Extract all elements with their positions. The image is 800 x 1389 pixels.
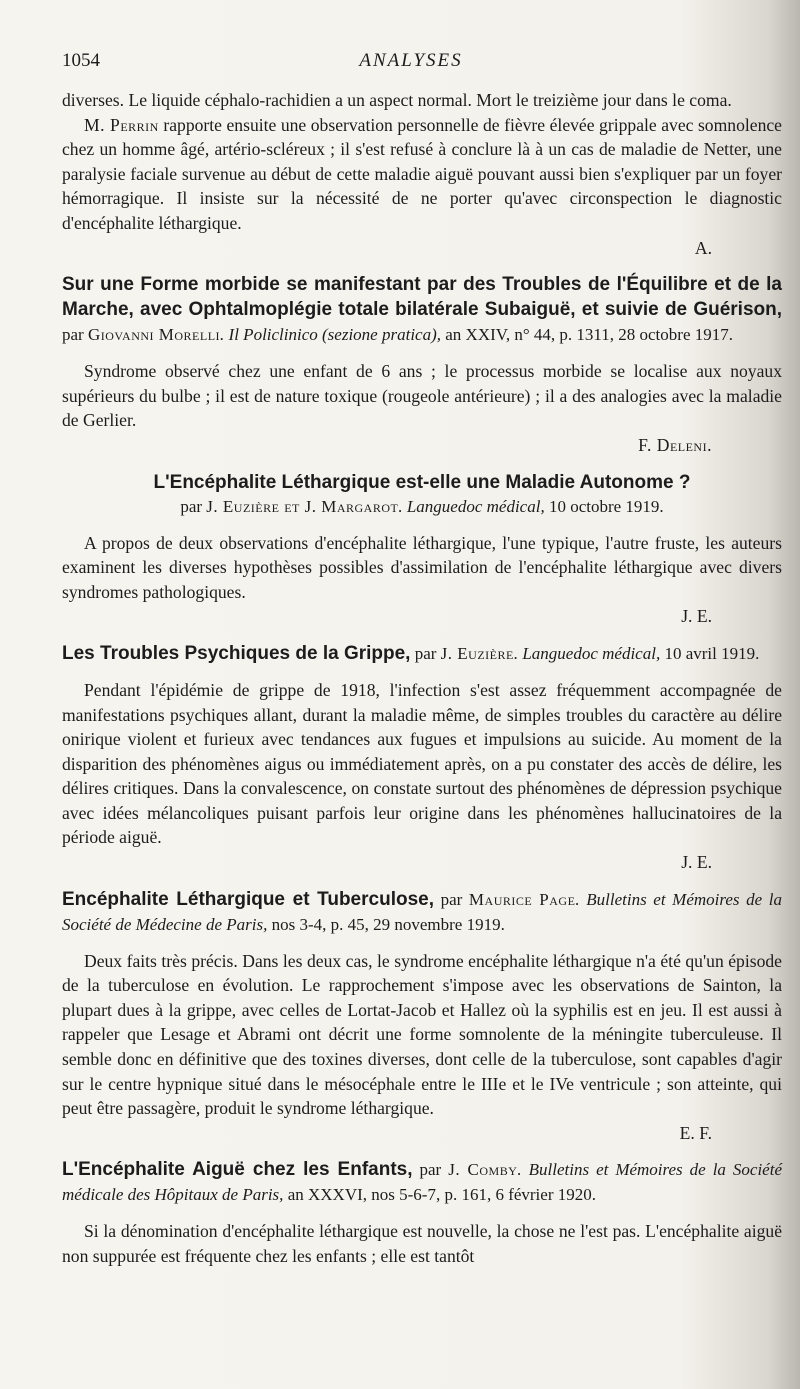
article-journal: . Languedoc médical,: [398, 496, 545, 516]
intro-paragraph-2: [62, 113, 782, 236]
page-header: [62, 50, 760, 74]
article-title: [62, 1157, 782, 1207]
signature-line: [62, 236, 782, 261]
page-number: 1054: [62, 50, 100, 71]
article: [62, 272, 782, 457]
page-content: [62, 88, 782, 1269]
article-title-text: Sur une Forme morbide se manifestant par des Troubles de l'Équilibre et de la Marche, avec Ophtalmoplégie totale bilatérale Subaiguë, et suivie de Guérison,: [62, 274, 782, 321]
article-ref-rest: an XXIV, n° 44, p. 1311, 28 octobre 1917.: [441, 325, 733, 345]
signature: A.: [694, 237, 712, 258]
article-ref-rest: nos 3-4, p. 45, 29 novembre 1919.: [267, 914, 505, 934]
article-authors: J. Euzière et J. Margarot: [206, 496, 399, 516]
intro-paragraph-1: diverses. Le liquide céphalo-rachidien a un aspect normal. Mort le treizième jour dans le coma.: [62, 90, 732, 110]
article-title-text: L'Encéphalite Aiguë chez les Enfants,: [62, 1159, 413, 1181]
signature-line: [62, 604, 782, 629]
article-body: Syndrome observé chez une enfant de 6 ans ; le processus morbide se localise aux noyaux supérieurs du bulbe ; il est de nature toxique (rougeole antérieure) ; il a des analogies avec la maladie de Gerlier.: [62, 361, 782, 431]
signature: F. Deleni.: [638, 434, 712, 455]
article-title: [62, 272, 782, 347]
signature: J. E.: [681, 606, 712, 627]
article: [62, 887, 782, 1146]
article: [62, 470, 782, 629]
article-reference: [62, 495, 782, 519]
article-journal: . Bulletins et Mémoires de la Société médicale des Hôpitaux de Paris,: [62, 1160, 782, 1205]
article-ref-prefix: par: [434, 889, 469, 909]
article-journal: . Bulletins et Mémoires de la Société de Médecine de Paris,: [62, 889, 782, 934]
author-name: M. Perrin: [84, 114, 159, 135]
article-title: [62, 887, 782, 937]
article-title-text: Encéphalite Léthargique et Tuberculose,: [62, 888, 434, 910]
signature: E. F.: [679, 1122, 712, 1143]
article-journal: . Languedoc médical,: [513, 643, 661, 663]
article-body: Pendant l'épidémie de grippe de 1918, l'infection s'est assez fréquemment accompagnée de manifestations psychiques allant, durant la maladie même, de simples troubles du caractère au délire onirique violent et furieux avec tendances aux fugues et impulsions au suicide. Au moment de la disparition des phénomènes aigus ou immédiatement après, on a pu constater des accès de délire, les délires critiques. Dans la convalescence, on constate surtout des phénomènes de dépression psychique avec idées mélancoliques puisant parfois leur origine dans les phénomènes hallucinatoires de la période aiguë.: [62, 679, 782, 848]
article-journal: . Il Policlinico (sezione pratica),: [220, 325, 441, 345]
signature-line: [62, 433, 782, 458]
article-body: A propos de deux observations d'encéphalite léthargique, l'une typique, l'autre fruste, les auteurs examinent les diverses hypothèses possibles d'assimilation de l'encéphalite léthargique avec divers syndromes pathologiques.: [62, 532, 782, 602]
article-title: L'Encéphalite Léthargique est-elle une Maladie Autonome ?: [153, 471, 691, 493]
article-ref-prefix: par: [410, 643, 441, 663]
article: [62, 641, 782, 875]
signature-line: [62, 1121, 782, 1146]
article-authors: J. Euzière: [440, 643, 514, 663]
article-title-text: Les Troubles Psychiques de la Grippe,: [62, 642, 411, 664]
paragraph-text: rapporte ensuite une observation personnelle de fièvre élevée grippale avec somnolence chez un homme âgé, artério-scléreux ; il s'est refusé à conclure là à un cas de maladie de Netter, une paralysie faciale survenue au début de cette maladie aiguë pouvant aussi bien s'expliquer par un foyer hémorragique. Il insiste sur la nécessité de ne porter qu'avec circonspection le diagnostic d'encéphalite léthargique.: [62, 114, 782, 233]
article-ref-rest: 10 avril 1919.: [660, 643, 760, 663]
article-authors: J. Comby: [448, 1160, 518, 1180]
article-authors: Maurice Page: [468, 889, 576, 909]
article: [62, 1157, 782, 1268]
article-authors: Giovanni Morelli: [87, 325, 221, 345]
signature: J. E.: [681, 852, 712, 873]
running-title: ANALYSES: [359, 50, 463, 71]
article-title: [62, 641, 782, 666]
article-body: Deux faits très précis. Dans les deux cas, le syndrome encéphalite léthargique n'a été qu'un épisode de la tuberculose en évolution. Le rapprochement s'impose avec les observations de Sainton, la plupart dues à la grippe, avec celles de Lortat-Jacob et Hallez où la syphilis est en jeu. Il est aussi à rappeler que Lesage et Abrami ont décrit une forme somnolente de la méningite tuberculeuse. Il semble donc en définitive que des toxines diverses, dont celle de la tuberculose, sont capables d'agir sur le centre hypnique situé dans le mésocéphale entre le IIIe et le IVe ventricule ; son atteinte, qui peut être passagère, produit le syndrome léthargique.: [62, 950, 782, 1119]
article-ref-prefix: par: [412, 1160, 449, 1180]
article-ref-prefix: par: [180, 496, 207, 516]
article-ref-rest: an XXXVI, nos 5-6-7, p. 161, 6 février 1920.: [283, 1185, 596, 1205]
article-ref-prefix: par: [62, 325, 88, 345]
article-ref-rest: 10 octobre 1919.: [544, 496, 664, 516]
article-body: Si la dénomination d'encéphalite léthargique est nouvelle, la chose ne l'est pas. L'encéphalite aiguë non suppurée est fréquente chez les enfants ; elle est tantôt: [62, 1221, 782, 1266]
signature-line: [62, 850, 782, 875]
